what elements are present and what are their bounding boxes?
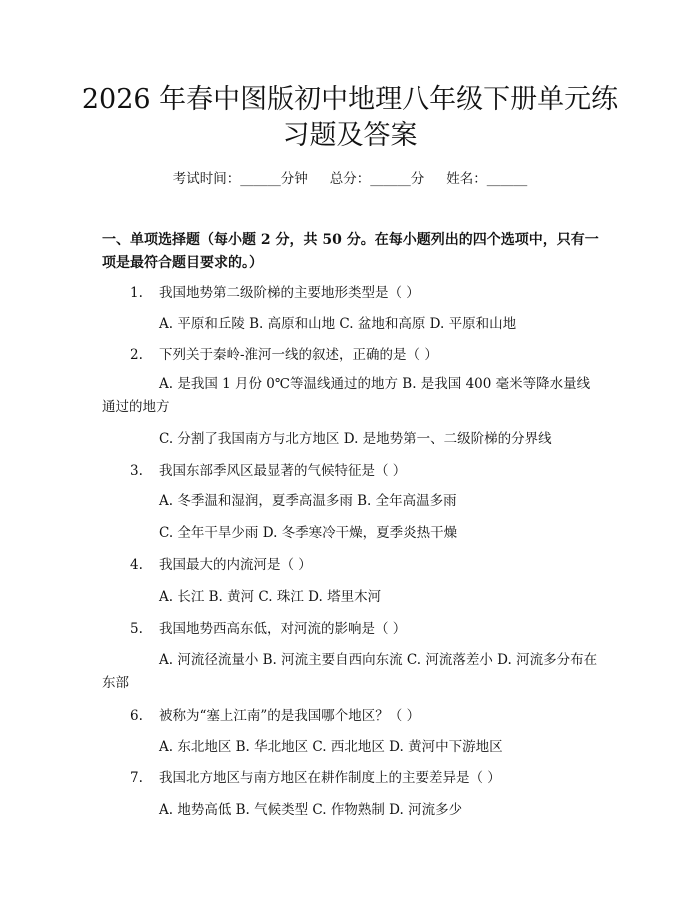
question-text: 下列关于秦岭-淮河一线的叙述，正确的是（ ） [159,347,438,363]
question-number: 7. [130,770,143,786]
question-3-options-line-2: C. 全年干旱少雨 D. 冬季寒冷干燥，夏季炎热干燥 [159,525,458,541]
question-text: 我国北方地区与南方地区在耕作制度上的主要差异是（ ） [159,770,501,786]
question-2-options-line-1: A. 是我国 1 月份 0℃等温线通过的地方 B. 是我国 400 毫米等降水量线通过的地方 [102,376,591,415]
question-number: 4. [130,557,143,573]
question-number: 5. [130,621,143,637]
question-text: 被称为“塞上江南”的是我国哪个地区？（ ） [159,708,421,724]
question-number: 6. [130,708,143,724]
question-text: 我国东部季风区最显著的气候特征是（ ） [159,463,407,479]
question-number: 1. [130,285,143,301]
question-5-options: A. 河流径流量小 B. 河流主要自西向东流 C. 河流落差小 D. 河流多分布在东部 [102,652,598,691]
question-4-options: A. 长江 B. 黄河 C. 珠江 D. 塔里木河 [159,589,382,605]
question-2-options-line-2: C. 分割了我国南方与北方地区 D. 是地势第一、二级阶梯的分界线 [159,431,552,447]
page-title-line-1: 2026 年春中图版初中地理八年级下册单元练 [81,84,619,115]
exam-name-field: 姓名：______ [446,171,528,187]
question-7-options: A. 地势高低 B. 气候类型 C. 作物熟制 D. 河流多少 [159,802,463,818]
exam-time-field: 考试时间：______分钟 [172,171,308,187]
section-heading-single-choice: 一、单项选择题（每小题 2 分，共 50 分。在每小题列出的四个选项中，只有一项是最符合题目要求的。） [102,232,599,271]
exam-info-row [0,170,700,188]
question-1-options: A. 平原和丘陵 B. 高原和山地 C. 盆地和高原 D. 平原和山地 [159,316,517,332]
question-text: 我国最大的内流河是（ ） [159,557,312,573]
exam-score-field: 总分：______分 [329,171,425,187]
question-number: 3. [130,463,143,479]
question-text: 我国地势西高东低，对河流的影响是（ ） [159,621,407,637]
question-text: 我国地势第二级阶梯的主要地形类型是（ ） [159,285,420,301]
question-3-options-line-1: A. 冬季温和湿润，夏季高温多雨 B. 全年高温多雨 [159,493,457,509]
question-number: 2. [130,347,143,363]
question-6-options: A. 东北地区 B. 华北地区 C. 西北地区 D. 黄河中下游地区 [159,739,503,755]
page-title-line-2: 习题及答案 [282,120,418,151]
